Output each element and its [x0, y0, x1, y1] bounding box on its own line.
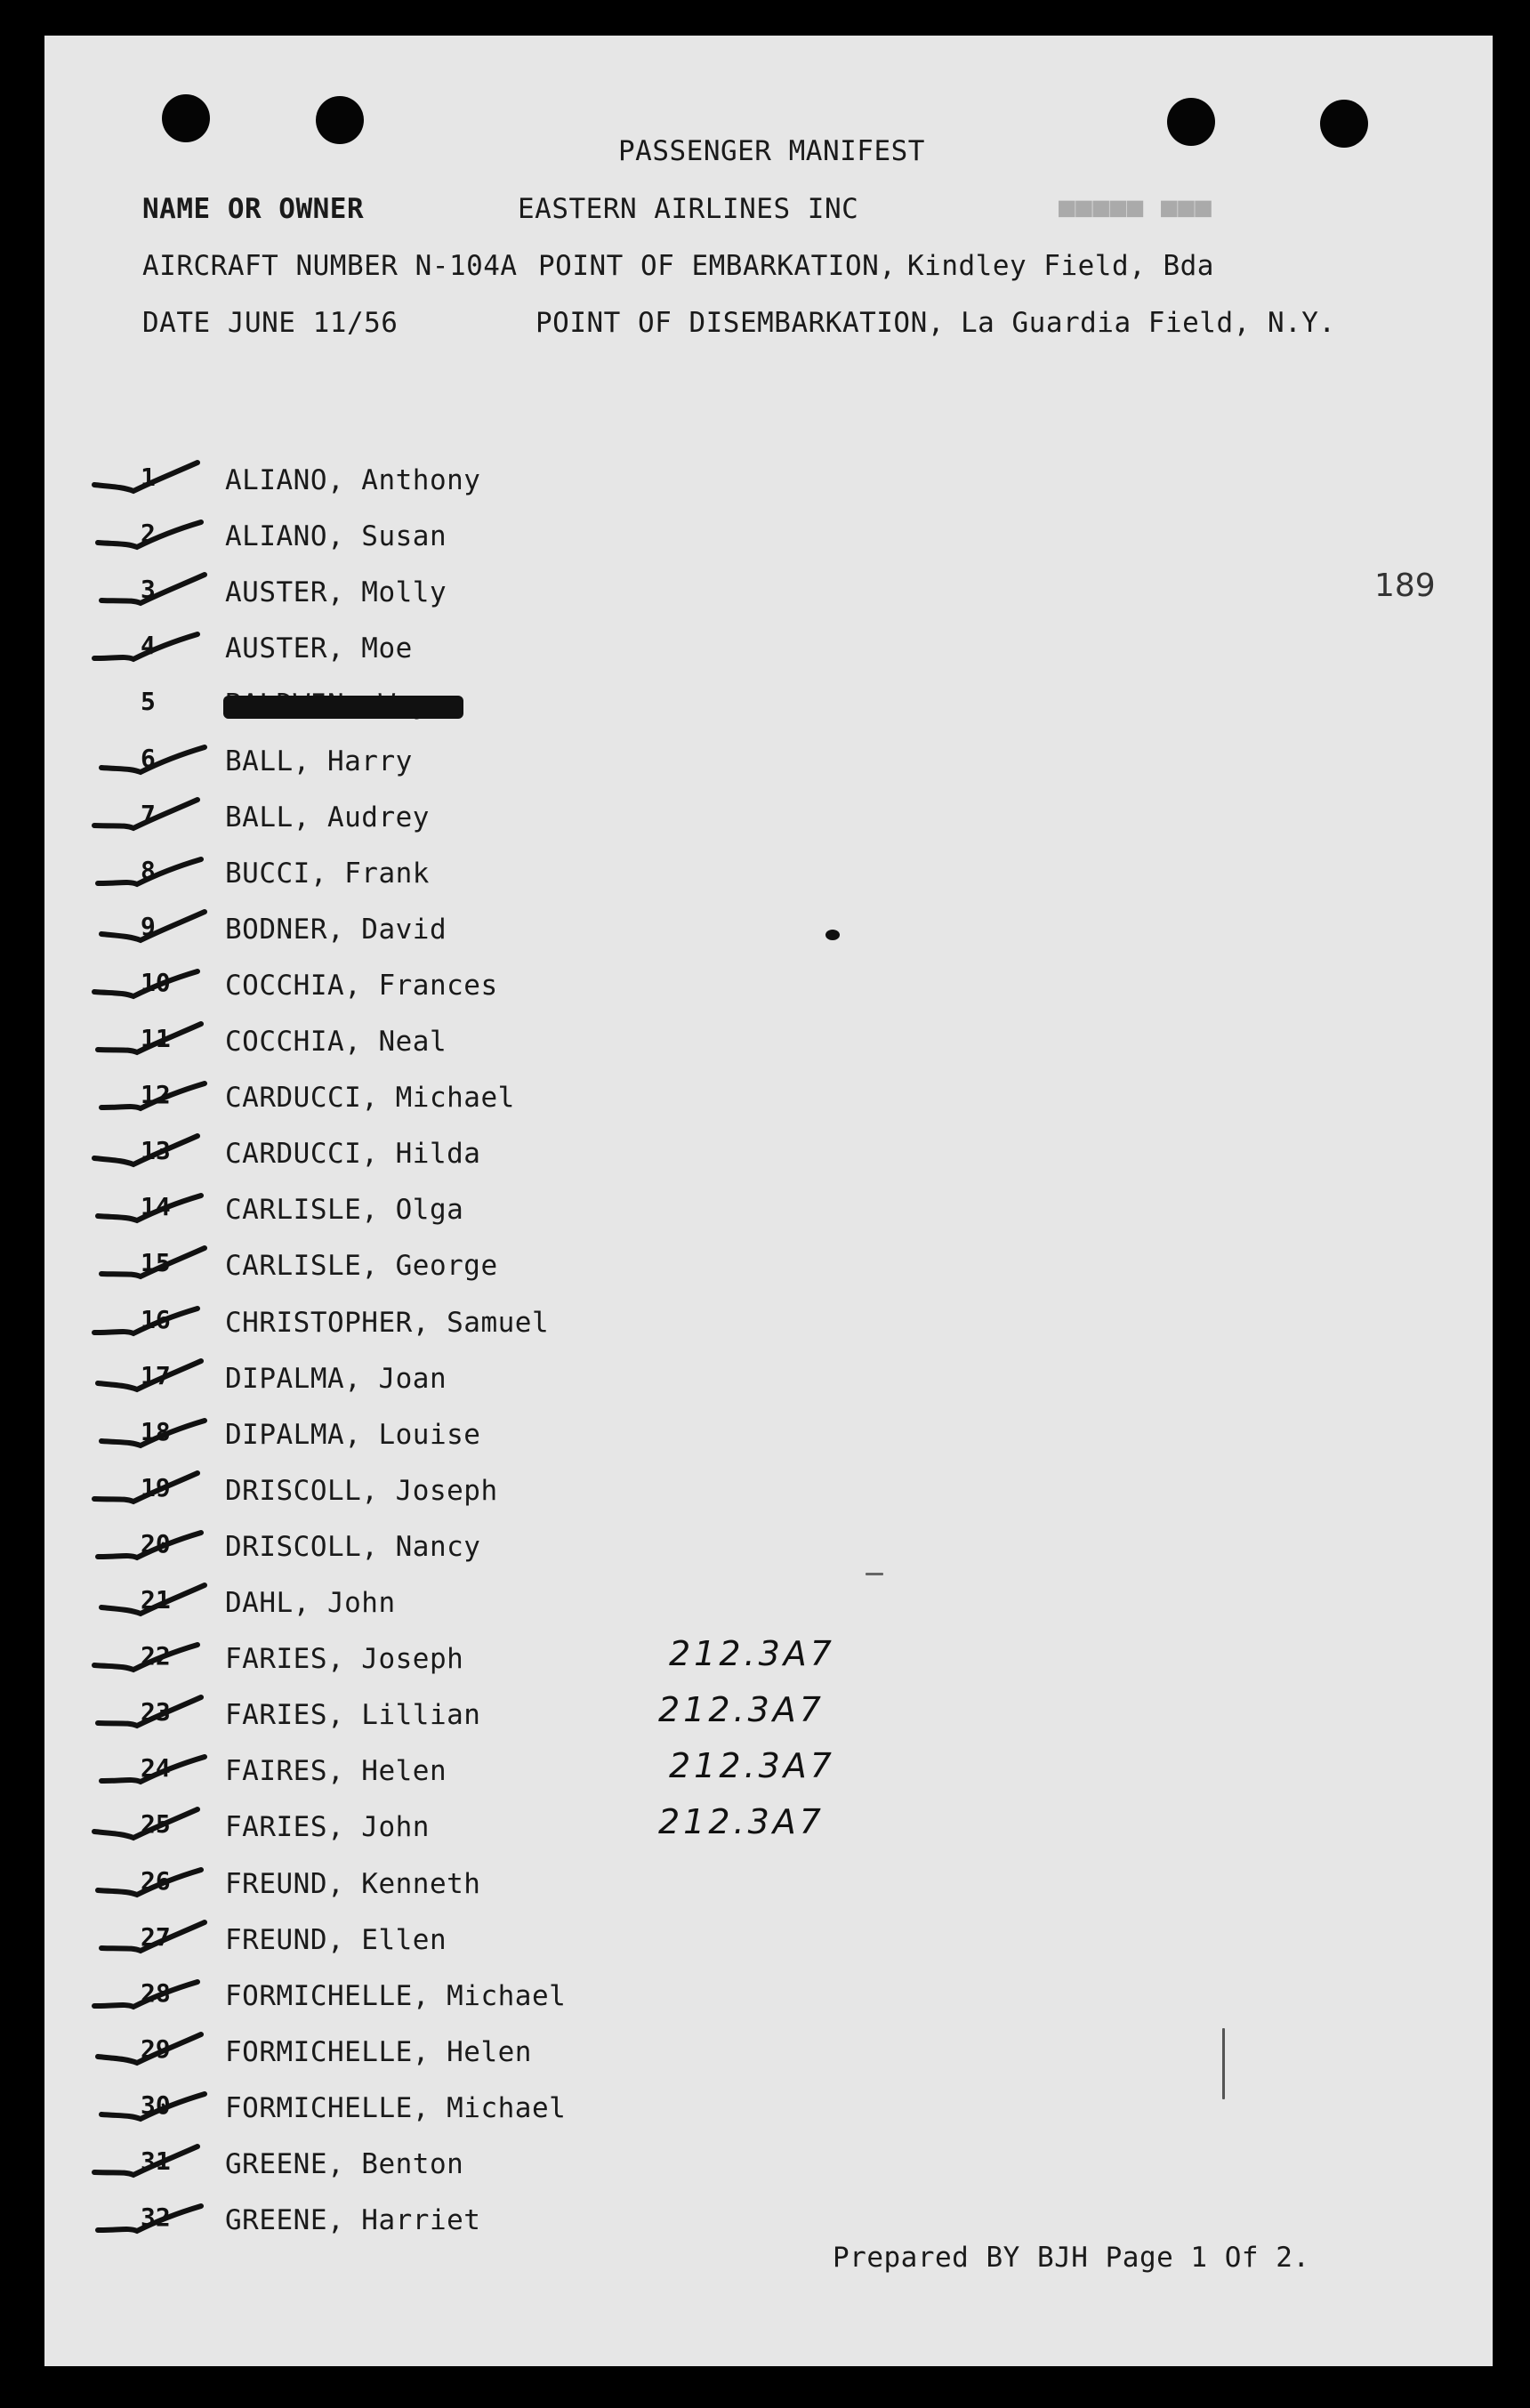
- row-number: 22: [141, 1641, 171, 1671]
- owner-label: NAME OR OWNER: [142, 193, 365, 225]
- row-number: 24: [141, 1753, 171, 1783]
- disembarkation-label: POINT OF DISEMBARKATION,: [536, 307, 945, 339]
- punch-hole: [316, 96, 364, 144]
- check-mark-icon: [93, 513, 208, 558]
- row-number: 14: [141, 1192, 171, 1221]
- punch-hole: [1167, 98, 1215, 146]
- passenger-name: AUSTER, Molly: [225, 576, 447, 608]
- check-mark-icon: [93, 1524, 208, 1568]
- row-number: 32: [141, 2203, 171, 2232]
- punch-hole: [162, 94, 210, 142]
- row-number: 27: [141, 1922, 171, 1952]
- row-number: 10: [141, 968, 171, 997]
- row-number: 4: [141, 631, 156, 660]
- row-number: 28: [141, 1978, 171, 2008]
- passenger-name: CARDUCCI, Michael: [225, 1082, 515, 1114]
- passenger-name: FAIRES, Helen: [225, 1755, 447, 1787]
- ink-speck: [1222, 2028, 1225, 2099]
- stamp-number: 189: [1374, 568, 1436, 604]
- check-mark-icon: [96, 1748, 212, 1792]
- row-number: 16: [141, 1305, 171, 1334]
- ink-speck: [825, 930, 840, 940]
- check-mark-icon: [89, 1468, 205, 1512]
- passenger-name: FORMICHELLE, Helen: [225, 2036, 532, 2068]
- manifest-title: PASSENGER MANIFEST: [618, 135, 925, 167]
- row-number: 6: [141, 744, 156, 773]
- row-number: 5: [141, 687, 156, 716]
- passenger-name: CARLISLE, George: [225, 1250, 498, 1282]
- row-number: 9: [141, 912, 156, 941]
- row-number: 3: [141, 575, 156, 604]
- handwritten-note: 212.3A7: [669, 1634, 835, 1673]
- check-mark-icon: [96, 1075, 212, 1119]
- passenger-name: FORMICHELLE, Michael: [225, 1980, 567, 2012]
- passenger-name: ALIANO, Anthony: [225, 464, 481, 496]
- disembarkation-value: La Guardia Field, N.Y.: [961, 307, 1336, 339]
- check-mark-icon: [89, 457, 205, 502]
- row-number: 2: [141, 519, 156, 548]
- strike-through-mark: [223, 696, 463, 719]
- passenger-name: DIPALMA, Louise: [225, 1419, 481, 1451]
- check-mark-icon: [93, 2197, 208, 2242]
- check-mark-icon: [93, 1019, 208, 1063]
- check-mark-icon: [89, 625, 205, 670]
- handwritten-note: 212.3A7: [669, 1746, 835, 1785]
- faded-stamp: ■■■■■ ■■■: [1059, 191, 1212, 223]
- check-mark-icon: [96, 738, 212, 783]
- passenger-name: COCCHIA, Frances: [225, 970, 498, 1002]
- handwritten-note: 212.3A7: [658, 1690, 825, 1729]
- passenger-name: FARIES, Joseph: [225, 1643, 464, 1675]
- passenger-name: DRISCOLL, Joseph: [225, 1475, 498, 1507]
- passenger-name: AUSTER, Moe: [225, 632, 413, 664]
- passenger-name: DAHL, John: [225, 1587, 396, 1619]
- passenger-name: CHRISTOPHER, Samuel: [225, 1307, 550, 1339]
- manifest-page: [44, 36, 1493, 2366]
- passenger-name: FORMICHELLE, Michael: [225, 2092, 567, 2124]
- ink-speck: [866, 1573, 883, 1575]
- row-number: 20: [141, 1529, 171, 1558]
- flight-date: DATE JUNE 11/56: [142, 307, 399, 339]
- row-number: 26: [141, 1866, 171, 1896]
- row-number: 7: [141, 800, 156, 829]
- passenger-name: BUCCI, Frank: [225, 858, 430, 890]
- check-mark-icon: [89, 794, 205, 839]
- check-mark-icon: [93, 1356, 208, 1400]
- check-mark-icon: [93, 850, 208, 895]
- aircraft-number: AIRCRAFT NUMBER N-104A: [142, 250, 518, 282]
- row-number: 19: [141, 1473, 171, 1502]
- row-number: 25: [141, 1809, 171, 1839]
- passenger-name: FARIES, Lillian: [225, 1699, 481, 1731]
- row-number: 31: [141, 2146, 171, 2176]
- passenger-name: FREUND, Ellen: [225, 1924, 447, 1956]
- check-mark-icon: [96, 1412, 212, 1456]
- check-mark-icon: [93, 1692, 208, 1736]
- row-number: 21: [141, 1585, 171, 1615]
- row-number: 15: [141, 1248, 171, 1277]
- passenger-name: FREUND, Kenneth: [225, 1868, 481, 1900]
- row-number: 17: [141, 1361, 171, 1390]
- embarkation-value: Kindley Field, Bda: [907, 250, 1214, 282]
- check-mark-icon: [93, 2029, 208, 2074]
- check-mark-icon: [89, 1804, 205, 1848]
- row-number: 12: [141, 1080, 171, 1109]
- row-number: 18: [141, 1417, 171, 1446]
- passenger-name: CARDUCCI, Hilda: [225, 1138, 481, 1170]
- check-mark-icon: [96, 569, 212, 614]
- row-number: 30: [141, 2090, 171, 2120]
- check-mark-icon: [89, 1636, 205, 1680]
- passenger-name: DIPALMA, Joan: [225, 1363, 447, 1395]
- passenger-name: ALIANO, Susan: [225, 520, 447, 552]
- check-mark-icon: [89, 1300, 205, 1344]
- row-number: 29: [141, 2034, 171, 2064]
- check-mark-icon: [89, 1131, 205, 1175]
- check-mark-icon: [96, 2085, 212, 2130]
- check-mark-icon: [89, 1973, 205, 2017]
- check-mark-icon: [96, 1917, 212, 1961]
- check-mark-icon: [96, 1580, 212, 1624]
- check-mark-icon: [96, 1243, 212, 1287]
- owner-value: EASTERN AIRLINES INC: [518, 193, 859, 225]
- check-mark-icon: [93, 1187, 208, 1231]
- row-number: 23: [141, 1697, 171, 1727]
- row-number: 13: [141, 1136, 171, 1165]
- passenger-name: BALL, Audrey: [225, 801, 430, 834]
- handwritten-note: 212.3A7: [658, 1802, 825, 1841]
- passenger-name: DRISCOLL, Nancy: [225, 1531, 481, 1563]
- check-mark-icon: [89, 2141, 205, 2186]
- punch-hole: [1320, 100, 1368, 148]
- passenger-name: BODNER, David: [225, 914, 447, 946]
- passenger-name: BALL, Harry: [225, 745, 413, 777]
- row-number: 11: [141, 1024, 171, 1053]
- check-mark-icon: [89, 962, 205, 1007]
- passenger-name: GREENE, Harriet: [225, 2204, 481, 2236]
- prepared-by-footer: Prepared BY BJH Page 1 Of 2.: [833, 2242, 1310, 2274]
- embarkation-label: POINT OF EMBARKATION,: [538, 250, 897, 282]
- row-number: 1: [141, 463, 156, 492]
- check-mark-icon: [96, 906, 212, 951]
- row-number: 8: [141, 856, 156, 885]
- check-mark-icon: [93, 1861, 208, 1905]
- passenger-name: FARIES, John: [225, 1811, 430, 1843]
- passenger-name: GREENE, Benton: [225, 2148, 464, 2180]
- passenger-name: CARLISLE, Olga: [225, 1194, 464, 1226]
- passenger-name: COCCHIA, Neal: [225, 1026, 447, 1058]
